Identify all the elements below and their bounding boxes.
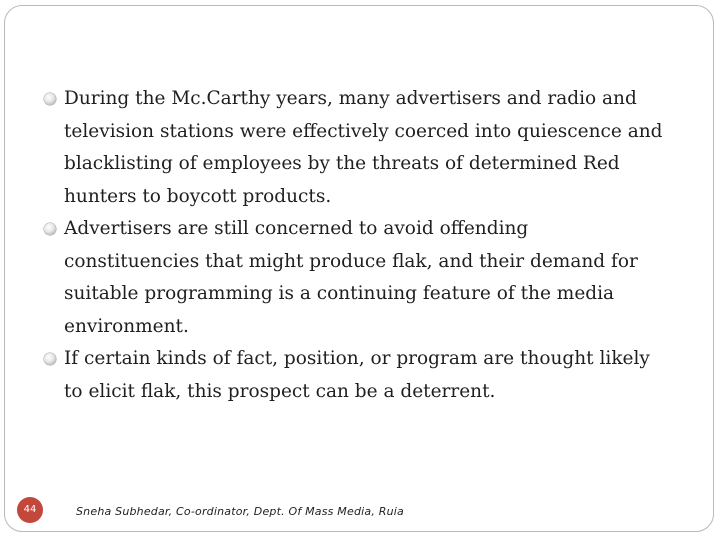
- footer-credit: Sneha Subhedar, Co-ordinator, Dept. Of Mass Media, Ruia: [76, 505, 404, 518]
- circle-bullet-icon: [44, 93, 56, 105]
- bullet-text: During the Mc.Carthy years, many advertisers and radio and television stations were effectively coerced into quiescence and blacklisting of employees by the threats of determined Red hunters to boycott products.: [64, 88, 663, 207]
- bullet-item: [44, 343, 664, 408]
- page-number-badge: 44: [17, 497, 43, 523]
- bullet-text: If certain kinds of fact, position, or program are thought likely to elicit flak, this prospect can be a deterrent.: [64, 348, 650, 402]
- bullet-list: [44, 83, 664, 408]
- circle-bullet-icon: [44, 353, 56, 365]
- bullet-item: [44, 83, 664, 213]
- circle-bullet-icon: [44, 223, 56, 235]
- bullet-item: [44, 213, 664, 343]
- bullet-text: Advertisers are still concerned to avoid offending constituencies that might produce flak, and their demand for suitable programming is a continuing feature of the media environment.: [64, 218, 638, 337]
